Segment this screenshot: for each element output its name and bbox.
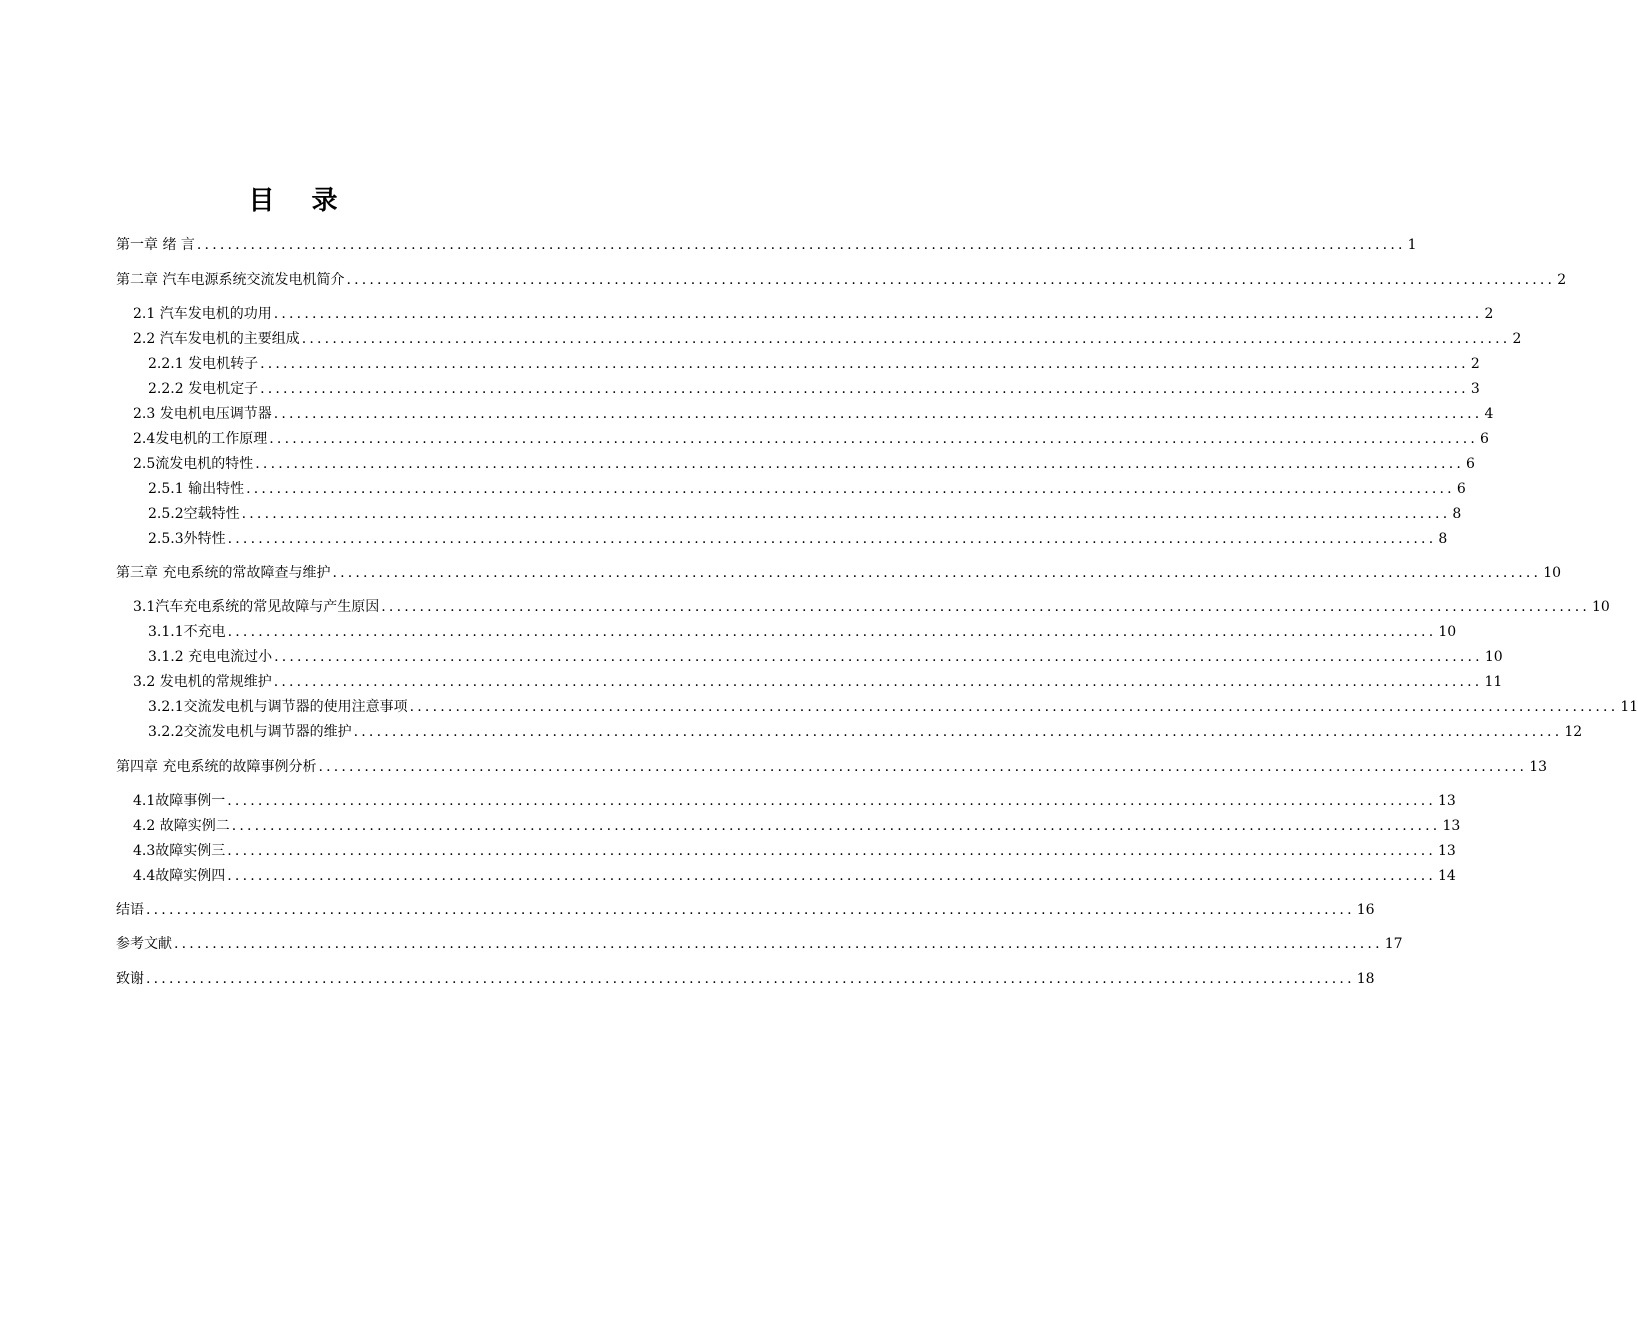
dot-leader: .............................................................................................................................................................. [227, 793, 1436, 809]
toc-entry-label: 致谢 [116, 971, 144, 987]
toc-entry-label: 4.1故障事例一 [133, 793, 226, 809]
toc-entry-label: 4.4故障实例四 [133, 868, 226, 884]
toc-page-number: 6 [1480, 431, 1489, 447]
dot-leader: .............................................................................................................................................................. [260, 381, 1469, 397]
toc-entry[interactable] [133, 672, 1503, 692]
dot-leader: .............................................................................................................................................................. [301, 331, 1511, 347]
dot-leader: .............................................................................................................................................................. [269, 431, 1478, 447]
toc-page-number: 2 [1557, 272, 1567, 288]
dot-leader: .............................................................................................................................................................. [227, 843, 1436, 859]
toc-entry[interactable] [116, 934, 1403, 954]
toc-entry-label: 第三章 充电系统的常故障查与维护 [116, 565, 331, 581]
toc-entry[interactable] [148, 622, 1457, 642]
dot-leader: .............................................................................................................................................................. [273, 406, 1483, 422]
toc-entry[interactable] [133, 866, 1456, 886]
toc-page-number: 17 [1384, 936, 1403, 952]
toc-page-number: 6 [1456, 481, 1466, 497]
toc-entry[interactable] [133, 597, 1610, 617]
toc-page-number: 2 [1484, 306, 1494, 322]
toc-entry[interactable] [148, 479, 1466, 499]
toc-page-number: 10 [1543, 565, 1562, 581]
dot-leader: .............................................................................................................................................................. [318, 759, 1528, 775]
dot-leader: .............................................................................................................................................................. [227, 624, 1437, 640]
toc-entry-label: 2.1 汽车发电机的功用 [133, 306, 272, 322]
toc-page-number: 13 [1438, 793, 1456, 809]
toc-page-number: 11 [1484, 674, 1503, 690]
dot-leader: .............................................................................................................................................................. [332, 565, 1542, 581]
toc-entry[interactable] [133, 304, 1494, 324]
dot-leader: .............................................................................................................................................................. [231, 818, 1441, 834]
dot-leader: .............................................................................................................................................................. [246, 481, 1455, 497]
toc-entry-label: 2.5流发电机的特性 [133, 456, 254, 472]
toc-page-number: 8 [1452, 506, 1462, 522]
dot-leader: .............................................................................................................................................................. [146, 971, 1355, 987]
dot-leader: .............................................................................................................................................................. [174, 936, 1383, 952]
toc-entry-label: 2.2.2 发电机定子 [148, 381, 259, 397]
toc-entry[interactable] [133, 429, 1489, 449]
toc-entry-label: 第一章 绪 言 [116, 237, 195, 253]
toc-entry[interactable] [148, 647, 1503, 667]
toc-page-number: 13 [1438, 843, 1456, 859]
dot-leader: .............................................................................................................................................................. [381, 599, 1590, 615]
toc-entry[interactable] [133, 454, 1475, 474]
dot-leader: .............................................................................................................................................................. [273, 674, 1483, 690]
toc-page-number: 4 [1484, 406, 1494, 422]
toc-entry[interactable] [148, 697, 1638, 717]
toc-entry[interactable] [116, 563, 1562, 583]
toc-entry-label: 3.2.2交流发电机与调节器的维护 [148, 724, 352, 740]
toc-entry-label: 3.2 发电机的常规维护 [133, 674, 272, 690]
dot-leader: .............................................................................................................................................................. [409, 699, 1619, 715]
toc-entry-label: 4.3故障实例三 [133, 843, 226, 859]
toc-page-number: 10 [1484, 649, 1503, 665]
dot-leader: .............................................................................................................................................................. [241, 506, 1451, 522]
toc-page-number: 16 [1356, 902, 1375, 918]
dot-leader: .............................................................................................................................................................. [346, 272, 1556, 288]
toc-page-number: 1 [1407, 237, 1417, 253]
toc-entry-label: 3.1汽车充电系统的常见故障与产生原因 [133, 599, 380, 615]
toc-page-number: 6 [1466, 456, 1475, 472]
toc-page-number: 2 [1512, 331, 1522, 347]
toc-entry-label: 3.2.1交流发电机与调节器的使用注意事项 [148, 699, 408, 715]
toc-entry[interactable] [133, 841, 1456, 861]
dot-leader: .............................................................................................................................................................. [227, 868, 1436, 884]
toc-page-number: 10 [1592, 599, 1610, 615]
toc-page-number: 10 [1438, 624, 1457, 640]
dot-leader: .............................................................................................................................................................. [146, 902, 1355, 918]
toc-entry-label: 3.1.2 充电电流过小 [148, 649, 273, 665]
toc-page-number: 3 [1470, 381, 1480, 397]
toc-page-number: 8 [1438, 531, 1448, 547]
toc-entry[interactable] [116, 900, 1375, 920]
toc-entry[interactable] [133, 816, 1461, 836]
dot-leader: .............................................................................................................................................................. [255, 456, 1464, 472]
toc-entry[interactable] [116, 969, 1375, 989]
toc-page-number: 11 [1620, 699, 1638, 715]
toc-entry-label: 2.3 发电机电压调节器 [133, 406, 272, 422]
toc-entry[interactable] [148, 722, 1583, 742]
toc-entry-label: 第四章 充电系统的故障事例分析 [116, 759, 317, 775]
toc-entry-label: 2.4发电机的工作原理 [133, 431, 268, 447]
toc-page-number: 12 [1564, 724, 1583, 740]
toc-page-number: 14 [1438, 868, 1456, 884]
dot-leader: .............................................................................................................................................................. [273, 306, 1483, 322]
toc-entry-label: 2.5.3外特性 [148, 531, 226, 547]
toc-entry[interactable] [133, 791, 1456, 811]
toc-entry[interactable] [133, 329, 1522, 349]
toc-entry[interactable] [116, 235, 1417, 255]
dot-leader: .............................................................................................................................................................. [260, 356, 1469, 372]
toc-page-number: 2 [1470, 356, 1480, 372]
dot-leader: .............................................................................................................................................................. [196, 237, 1406, 253]
toc-page-number: 18 [1356, 971, 1375, 987]
dot-leader: .............................................................................................................................................................. [274, 649, 1483, 665]
toc-entry-label: 第二章 汽车电源系统交流发电机简介 [116, 272, 345, 288]
dot-leader: .............................................................................................................................................................. [227, 531, 1437, 547]
toc-entry[interactable] [148, 354, 1480, 374]
toc-entry-label: 4.2 故障实例二 [133, 818, 230, 834]
toc-entry[interactable] [148, 379, 1480, 399]
toc-entry[interactable] [133, 404, 1494, 424]
toc-entry[interactable] [116, 270, 1567, 290]
toc-entry[interactable] [148, 504, 1462, 524]
toc-entry-label: 2.2 汽车发电机的主要组成 [133, 331, 300, 347]
toc-page-number: 13 [1529, 759, 1548, 775]
toc-page-number: 13 [1442, 818, 1461, 834]
dot-leader: .............................................................................................................................................................. [353, 724, 1563, 740]
toc-entry[interactable] [148, 529, 1448, 549]
toc-entry-label: 2.5.2空载特性 [148, 506, 240, 522]
toc-entry-label: 2.2.1 发电机转子 [148, 356, 259, 372]
toc-entry-label: 3.1.1不充电 [148, 624, 226, 640]
page-title: 目 录 [248, 186, 352, 216]
toc-entry[interactable] [116, 757, 1548, 777]
toc-entry-label: 参考文献 [116, 936, 172, 952]
toc-entry-label: 2.5.1 输出特性 [148, 481, 245, 497]
toc-entry-label: 结语 [116, 902, 144, 918]
